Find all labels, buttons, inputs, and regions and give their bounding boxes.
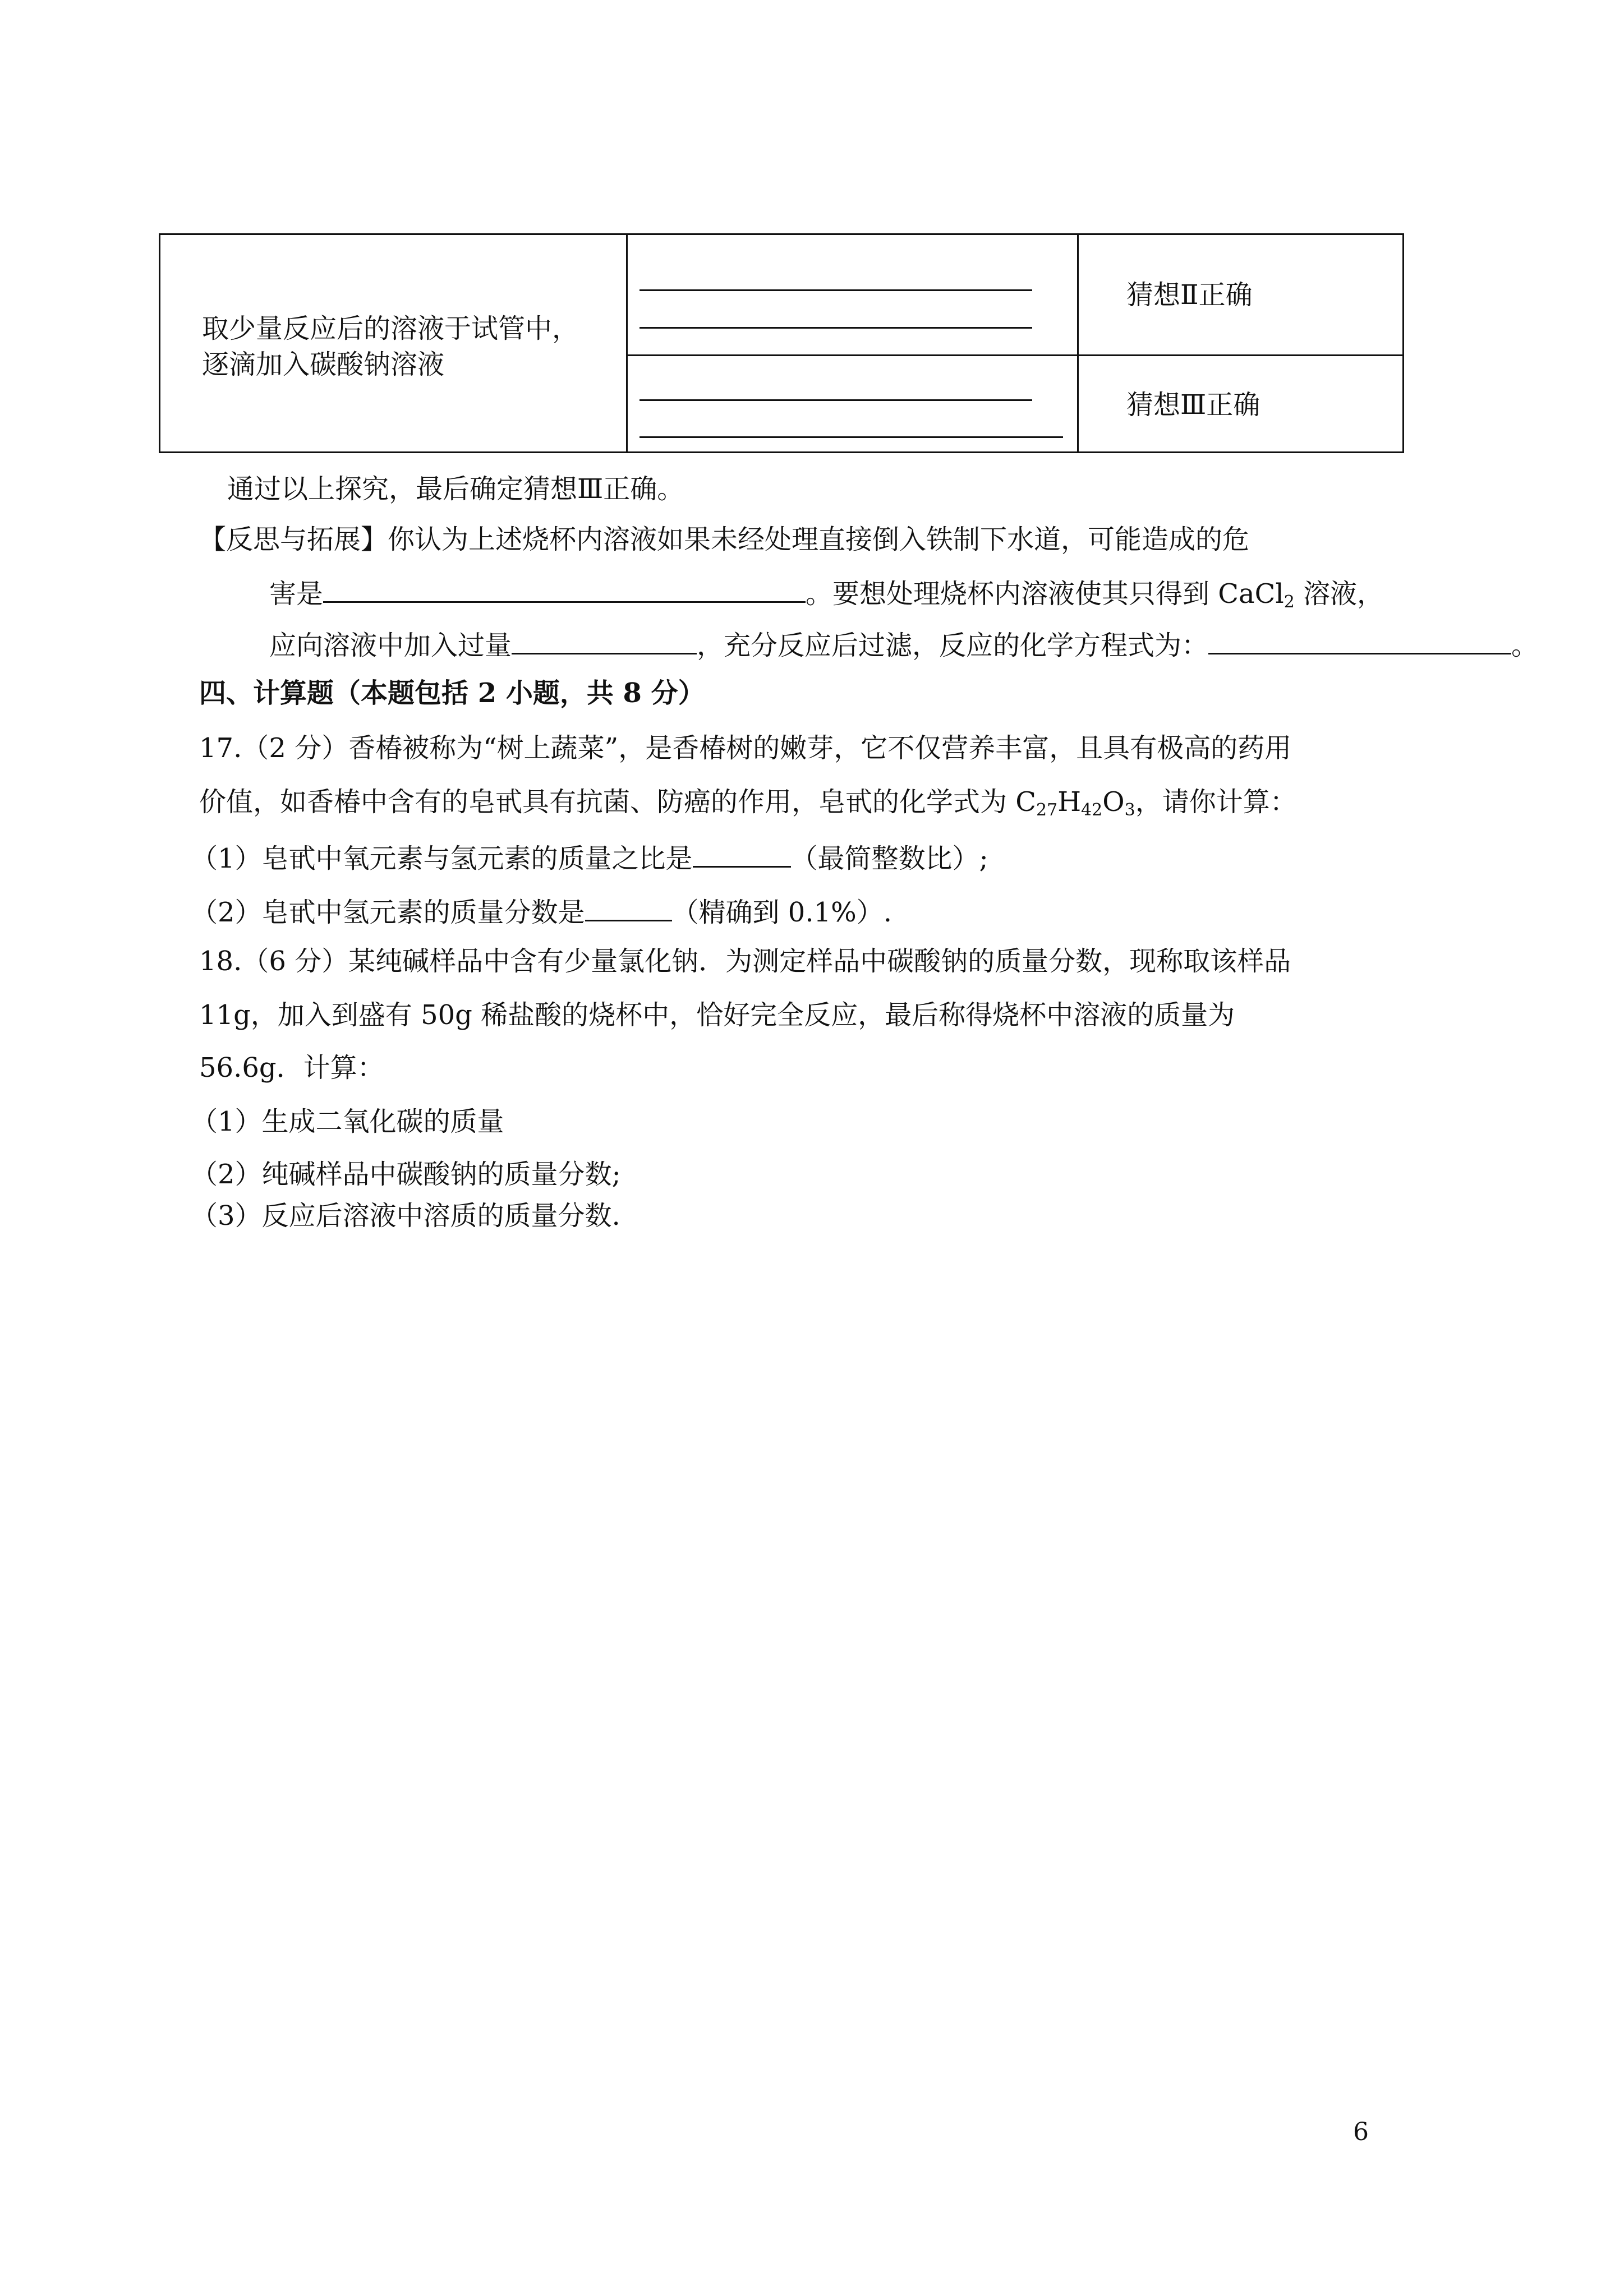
section-heading: 四、计算题（本题包括 2 小题，共 8 分） bbox=[199, 677, 705, 709]
q17-part2-a: （2）皂甙中氢元素的质量分数是 bbox=[191, 897, 585, 928]
q17-line2-b: ，请你计算： bbox=[1135, 786, 1297, 818]
q18-line3: 56.6g．计算： bbox=[199, 1052, 384, 1084]
q17-line2-a: 价值，如香椿中含有的皂甙具有抗菌、防癌的作用，皂甙的化学式为 C bbox=[199, 786, 1036, 818]
q17-part1-b: （最简整数比）; bbox=[790, 843, 988, 874]
answer-blank-line bbox=[640, 399, 1032, 401]
q17-part1-a: （1）皂甙中氧元素与氢元素的质量之比是 bbox=[191, 843, 693, 874]
q18-line2: 11g，加入到盛有 50g 稀盐酸的烧杯中，恰好完全反应，最后称得烧杯中溶液的质量为 bbox=[199, 999, 1235, 1031]
q18-line1: 18.（6 分）某纯碱样品中含有少量氯化钠．为测定样品中碳酸钠的质量分数，现称取该样品 bbox=[199, 946, 1291, 977]
answer-blank bbox=[585, 895, 672, 921]
reflection-line2 bbox=[269, 577, 1384, 611]
table-conclusion-2: 猜想Ⅲ正确 bbox=[1126, 389, 1260, 421]
q18-part1: （1）生成二氧化碳的质量 bbox=[191, 1106, 504, 1137]
table-row-divider bbox=[626, 354, 1404, 356]
reflection-line2-a: 害是 bbox=[269, 578, 324, 610]
conclusion-text: 通过以上探究，最后确定猜想Ⅲ正确。 bbox=[227, 473, 684, 505]
answer-blank bbox=[512, 628, 697, 654]
subscript: 42 bbox=[1081, 800, 1103, 820]
q17-line1: 17.（2 分）香椿被称为“树上蔬菜”，是香椿树的嫩芽，它不仅营养丰富，且具有极高的药用 bbox=[199, 732, 1292, 764]
answer-blank bbox=[693, 841, 791, 868]
table-border-top bbox=[159, 233, 1404, 235]
reflection-line3-c: 。 bbox=[1511, 630, 1539, 661]
q18-part2: （2）纯碱样品中碳酸钠的质量分数; bbox=[191, 1159, 621, 1190]
reflection-line3 bbox=[269, 628, 1538, 659]
table-conclusion-1: 猜想Ⅱ正确 bbox=[1126, 279, 1253, 311]
table-step-line1: 取少量反应后的溶液于试管中， bbox=[202, 313, 579, 344]
q17-part1 bbox=[191, 841, 988, 872]
table-step-line2: 逐滴加入碳酸钠溶液 bbox=[202, 349, 445, 380]
q17-line2 bbox=[199, 786, 1297, 820]
q18-part3: （3）反应后溶液中溶质的质量分数. bbox=[191, 1200, 620, 1232]
answer-blank bbox=[1208, 628, 1511, 654]
page-number: 6 bbox=[1353, 2118, 1369, 2146]
table-border-right bbox=[1402, 233, 1404, 453]
answer-blank-line bbox=[640, 436, 1063, 438]
formula-h: H bbox=[1057, 786, 1082, 818]
formula-o: O bbox=[1102, 786, 1125, 818]
reflection-line2-b: 。要想处理烧杯内溶液使其只得到 CaCl bbox=[806, 578, 1284, 610]
answer-blank-line bbox=[640, 327, 1032, 329]
subscript: 2 bbox=[1283, 592, 1295, 612]
table-col-divider-2 bbox=[1077, 233, 1079, 453]
answer-blank bbox=[323, 577, 806, 603]
q17-part2-b: （精确到 0.1%）. bbox=[671, 897, 892, 928]
subscript: 27 bbox=[1036, 800, 1058, 820]
subscript: 3 bbox=[1124, 800, 1135, 820]
reflection-line3-b: ，充分反应后过滤，反应的化学方程式为： bbox=[697, 630, 1209, 661]
reflection-line2-c: 溶液， bbox=[1294, 578, 1384, 610]
q17-part2 bbox=[191, 895, 892, 926]
table-border-bottom bbox=[159, 451, 1404, 453]
reflection-line3-a: 应向溶液中加入过量 bbox=[269, 630, 512, 661]
table-border-left bbox=[159, 233, 160, 453]
reflection-line1: 【反思与拓展】你认为上述烧杯内溶液如果未经处理直接倒入铁制下水道，可能造成的危 bbox=[199, 524, 1250, 555]
answer-blank-line bbox=[640, 289, 1032, 291]
table-col-divider-1 bbox=[626, 233, 628, 453]
